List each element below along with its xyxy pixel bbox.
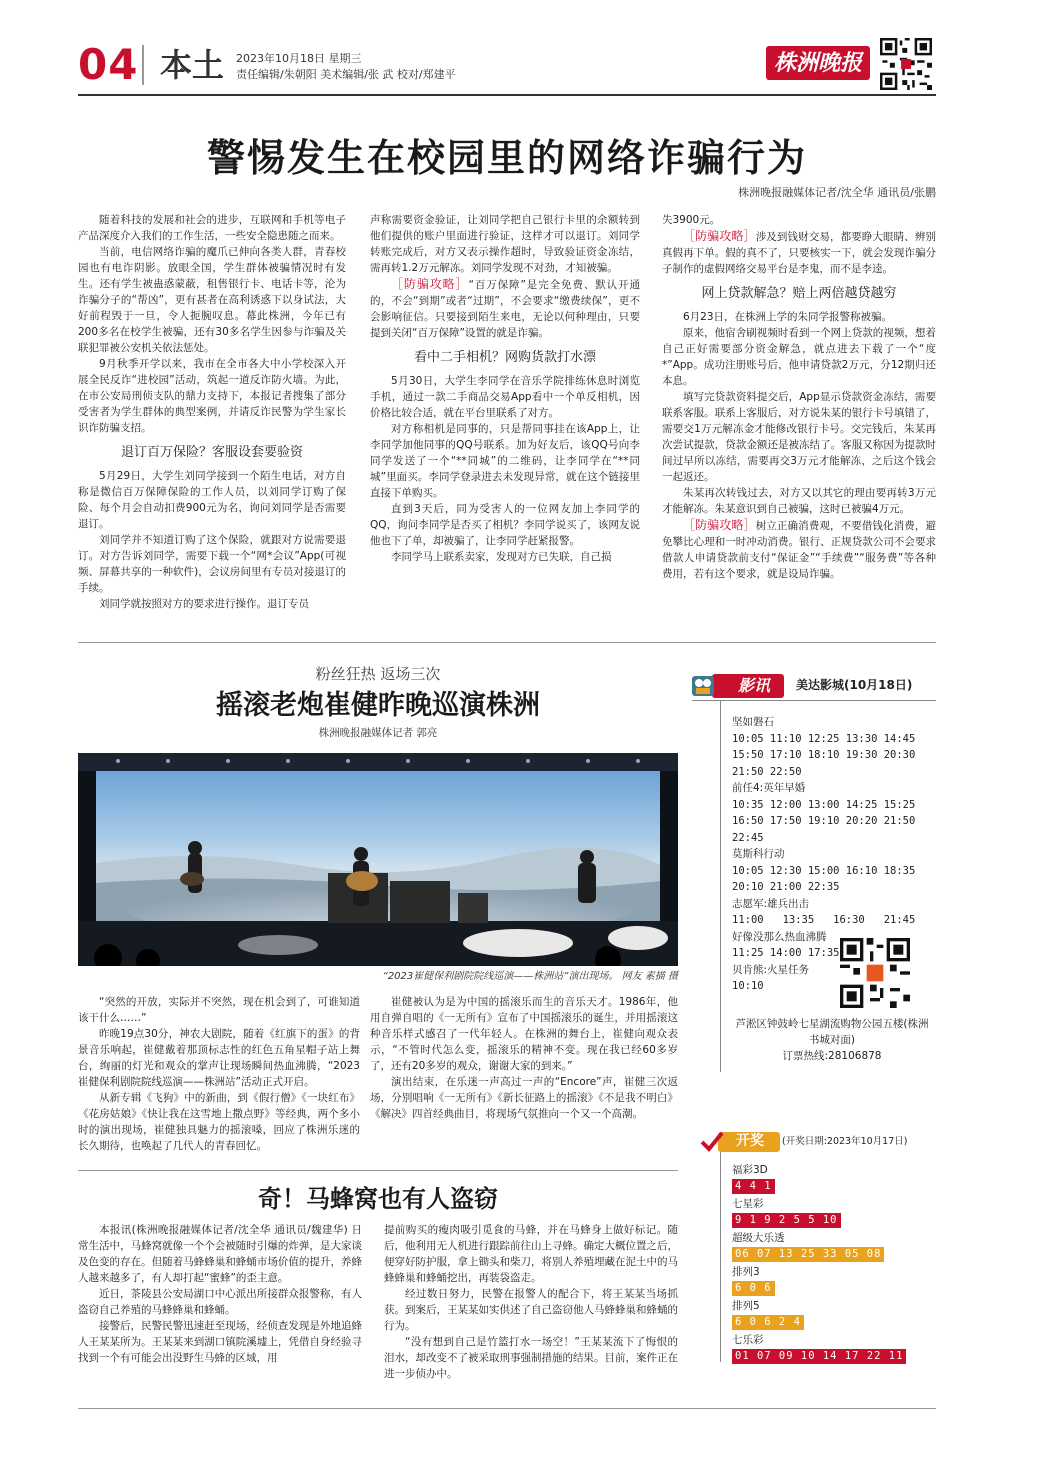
- paragraph: 声称需要资金验证，让刘同学把自己银行卡里的余额转到他们提供的账户里面进行验证，这样才可以退订。刘同学转账完成后，对方又表示操作超时，导致验证资金冻结，需再转1.2万元解冻。刘同学发现不对劲，才知被骗。: [370, 214, 640, 274]
- showtimes: 10:35 12:00 13:00 14:25 15:25: [732, 798, 916, 811]
- showtimes: 10:10: [732, 980, 764, 992]
- paragraph: 随着科技的发展和社会的进步，互联网和手机等电子产品深度介入我们的工作生活，一些安全隐患随之而来。: [78, 214, 346, 242]
- lottery-numbers: 06 07 13 25 33 05 08: [732, 1247, 884, 1262]
- paragraph: 刘同学并不知道订购了这个保险，就跟对方说需要退订。对方告诉刘同学，需要下载一个“网*会议”App(可视频、屏幕共享的一种软件)，会议房间里有专员对接退订的手续。: [78, 534, 346, 594]
- bee-column-1: [78, 1222, 362, 1366]
- section-name: 本土: [160, 46, 225, 84]
- concert-headline: 摇滚老炮崔健昨晚巡演株洲: [216, 690, 540, 721]
- paragraph: 失3900元。: [662, 214, 721, 226]
- masthead-logo: 株洲晚报: [766, 46, 870, 80]
- paragraph: 昨晚19点30分，神农大剧院，随着《红旗下的蛋》的背景音乐响起，崔健戴着那顶标志性的红色五角星帽子站上舞台，绚丽的灯光和观众的掌声让现场瞬间热血沸腾，“2023崔健保利剧院院线巡演——株洲站”活动正式开启。: [78, 1028, 360, 1088]
- lottery-numbers: 01 07 09 10 14 17 22 11: [732, 1349, 906, 1364]
- subheading-camera: 看中二手相机？网购货款打水漂: [413, 350, 596, 365]
- section-divider: [78, 642, 936, 643]
- address-text: 芦淞区钟鼓岭七星湖流购物公园五楼(株洲书城对面): [735, 1018, 929, 1046]
- paragraph: 李同学马上联系卖家，发现对方已失联，自己损: [391, 551, 612, 563]
- movie-vline: [720, 700, 721, 1072]
- movie-title: 好像没那么热血沸腾: [732, 930, 827, 943]
- main-article-column-1: [78, 212, 346, 612]
- showtimes: 15:50 17:10 18:10 19:30 20:30: [732, 749, 916, 761]
- movie-title: 莫斯科行动: [732, 848, 785, 860]
- tip-paragraph: [370, 276, 640, 341]
- lottery-name: 超级大乐透: [732, 1232, 785, 1244]
- movie-title: 坚如磐石: [732, 716, 774, 728]
- issue-date: 2023年10月18日 星期三: [236, 52, 362, 65]
- lottery-badge-label: 开奖: [736, 1133, 764, 1149]
- editors-line: 责任编辑/朱朝阳 美术编辑/张 武 校对/郑建平: [236, 68, 456, 81]
- paragraph: “突然的开放，实际并不突然，现在机会到了，可谁知道该干什么……”: [78, 996, 360, 1024]
- lottery-vline: [720, 1152, 721, 1362]
- lottery-name: 七乐彩: [732, 1334, 764, 1346]
- paragraph: 提前购买的瘦肉吸引觅食的马蜂，并在马蜂身上做好标记。随后，他利用无人机进行跟踪前往山上寻蜂。确定大概位置之后，便穿好防护服，拿上锄头和柴刀，将别人养殖埋藏在泥土中的马蜂蜂巢和蜂蛹挖出，再装袋盗走。: [384, 1224, 678, 1284]
- section-divider: [78, 1170, 678, 1171]
- cinema-name: 美达影城(10月18日): [796, 678, 913, 692]
- tip-paragraph: [662, 228, 936, 277]
- tip-text: 涉及到钱财交易，都要睁大眼睛、辨别真假再下单。假的真不了，只要核实一下，就会发现诈骗分子制作的虚假网络交易平台是李鬼，而不是李逵。: [662, 231, 936, 275]
- movie-item: [732, 714, 932, 780]
- movie-badge-label: 影讯: [737, 676, 770, 695]
- movie-title: 前任4:英年早婚: [732, 782, 806, 794]
- subheading-loan: 网上贷款解急？赔上两倍越贷越穷: [701, 286, 897, 301]
- paragraph: 崔健被认为是为中国的摇滚乐而生的音乐天才。1986年，他用自弹自唱的《一无所有》宣布了中国摇滚乐的诞生，并用摇滚这种音乐样式感召了一代年轻人。在株洲的舞台上，崔健向观众表示，“不管时代怎么变，摇滚乐的精神不变。现在我已经60多岁了，还有20多岁的观众，谢谢大家的到来。”: [370, 996, 678, 1072]
- tip-label: ［防骗攻略］: [391, 277, 469, 291]
- header-divider: [142, 45, 144, 85]
- main-article-column-2: [370, 212, 640, 565]
- paragraph: 从新专辑《飞狗》中的新曲，到《假行僧》《一块红布》《花房姑娘》《快让我在这雪地上撒点野》等经典，两个多小时的演出现场，崔健独具魅力的摇滚嗓，回应了株洲乐迷的长久期待，也唤起了几代人的青春回忆。: [78, 1092, 360, 1152]
- paragraph: 朱某再次转钱过去，对方又以其它的理由要再转3万元才能解冻。朱某意识到自己被骗，这时已被骗4万元。: [662, 487, 936, 515]
- paragraph: 填写完贷款资料提交后，App显示贷款资金冻结，需要联系客服。联系上客服后，对方说朱某的银行卡号填错了，需要交1万元解冻金才能修改银行卡号。交完钱后，朱某再次尝试提款，贷款金额还是被冻结了。客服又称因为提款时间过早所以冻结，需要再交3万元才能解冻，之后这个钱会一起返还。: [662, 391, 936, 483]
- paragraph: 原来，他宿舍刷视频时看到一个网上贷款的视频，想着自己正好需要部分资金解急，就点进去下载了一个“度*”App。成功注册账号后，他申请贷款2万元，分12期归还本息。: [662, 327, 936, 387]
- paragraph: 9月秋季开学以来，我市在全市各大中小学校深入开展全民反诈“进校园”活动，筑起一道反诈防火墙。为此，在市公安局刑侦支队的鼎力支持下，本报记者搜集了部分受害者为学生群体的典型案例，并请反诈民警为学生家长识诈防骗支招。: [78, 358, 346, 434]
- lottery-numbers: 9 1 9 2 5 5 10: [732, 1213, 841, 1228]
- paragraph: 5月30日，大学生李同学在音乐学院排练休息时浏览手机，通过一款二手商品交易App看中一个单反相机，因价格比较合适，就在平台里联系了对方。: [370, 375, 640, 419]
- page-number: 04: [78, 40, 139, 89]
- tip-text: 树立正确消费观，不要借钱化消费，避免攀比心理和一时冲动消费。银行、正规贷款公司不会要求借款人申请贷款前支付“保证金”“手续费”“服务费”等各种费用，若有这个要求，就是设局诈骗。: [662, 520, 936, 580]
- paragraph: 本报讯(株洲晚报融媒体记者/沈全华 通讯员/魏建华) 日常生活中，马蜂窝就像一个个会被随时引爆的炸弹，是大家谈及色变的存在。但随着马蜂蜂巢和蜂蛹市场价值的提升，养蜂人越来越多了，有人却打起“蜜蜂”的歪主意。: [78, 1224, 362, 1284]
- showtimes: 11:25 14:00 17:35: [732, 947, 840, 959]
- paragraph: 刘同学就按照对方的要求进行操作。退订专员: [99, 598, 309, 610]
- tip-paragraph: [662, 517, 936, 582]
- showtimes: 21:50 22:50: [732, 765, 802, 778]
- main-byline: 株洲晚报融媒体记者/沈全华 通讯员/张鹏: [738, 186, 936, 199]
- showtimes: 20:10 21:00 22:35: [732, 881, 840, 893]
- movie-item: [732, 846, 932, 896]
- lottery-numbers: 6 0 6 2 4: [732, 1315, 804, 1330]
- qr-code-icon: [840, 938, 910, 1008]
- showtimes: 11:00 13:35 16:30 21:45: [732, 914, 916, 926]
- footer-rule: [78, 1408, 936, 1409]
- booking-phone: 订票热线:28106878: [782, 1050, 882, 1062]
- bee-column-2: [384, 1222, 678, 1382]
- showtimes: 10:05 12:30 15:00 16:10 18:35: [732, 864, 916, 877]
- paragraph: 演出结束，在乐迷一声高过一声的“Encore”声，崔健三次返场，分别唱响《一无所有》《新长征路上的摇滚》《不是我不明白》《解决》四首经典曲目，将现场气氛推向一个又一个高潮。: [370, 1076, 678, 1120]
- main-article-column-3: [662, 212, 936, 582]
- lottery-numbers: 4 4 1: [732, 1179, 775, 1194]
- main-headline: 警惕发生在校园里的网络诈骗行为: [206, 136, 807, 180]
- photo-caption: “2023崔健保利剧院院线巡演——株洲站”演出现场。 网友 素描 摄: [382, 971, 678, 982]
- paragraph: 当前，电信网络诈骗的魔爪已伸向各类人群，青春校园也有电诈阴影。放眼全国，学生群体被骗情况时有发生。还有学生被蛊惑蒙蔽，租售银行卡、电话卡等，沦为诈骗分子的“帮凶”，更有甚者在高利诱惑下以身试法，大好前程毁于一旦，令人扼腕叹息。幕此株洲，今年已有200多名在校学生被骗，还有30多名学生因参与诈骗及关联犯罪被公安机关依法惩处。: [78, 246, 346, 354]
- movie-title: 贝肯熊:火星任务: [732, 963, 810, 976]
- paragraph: 接警后，民警民警迅速赶至现场，经侦查发现是外地追蜂人王某某所为。王某某来到湖口镇院溪墟上，凭借自身经验寻找到一个有可能会出没野生马蜂的区域，用: [78, 1320, 362, 1364]
- showtimes: 16:50 17:50 19:10 20:20 21:50: [732, 815, 916, 827]
- paragraph: 6月23日，在株洲上学的朱同学报警称被骗。: [683, 311, 893, 323]
- paragraph: 对方称相机是同事的，只是帮同事挂在该App上，让李同学加他同事的QQ号联系。加为好友后，该QQ号向李同学发送了一个“**同城”的二维码，让李同学在“**同城”里面买。李同学登录进去未发现异常，就在这个链接里直接下单购买。: [370, 423, 640, 499]
- lottery-name: 排列3: [732, 1266, 760, 1278]
- concert-kicker: 粉丝狂热 返场三次: [315, 665, 441, 683]
- paragraph: 5月29日，大学生刘同学接到一个陌生电话，对方自称是微信百万保障保险的工作人员，以刘同学订购了保险、每个月会自动扣费900元为名，询问刘同学是否需要退订。: [78, 470, 346, 530]
- movie-rule: [692, 700, 936, 701]
- tip-label: ［防骗攻略］: [683, 229, 756, 243]
- movie-item: [732, 896, 932, 929]
- subheading-insurance: 退订百万保险？客服设套要验资: [120, 445, 303, 460]
- movie-item: [732, 780, 932, 846]
- paragraph: “没有想到自己是竹篮打水一场空！”王某某流下了悔恨的泪水，却改变不了被采取刑事强制措施的结果。目前，案件正在进一步侦办中。: [384, 1336, 678, 1380]
- lottery-date: (开奖日期:2023年10月17日): [782, 1136, 908, 1147]
- showtimes: 22:45: [732, 831, 764, 844]
- lottery-name: 福彩3D: [732, 1164, 768, 1176]
- lottery-name: 排列5: [732, 1300, 760, 1312]
- tip-label: ［防骗攻略］: [683, 518, 756, 532]
- paragraph: 近日，茶陵县公安局湖口中心派出所接群众报警称，有人盗窃自己养殖的马蜂蜂巢和蜂蛹。: [78, 1288, 362, 1316]
- lottery-name: 七星彩: [732, 1198, 764, 1210]
- concert-byline: 株洲晚报融媒体记者 郭亮: [318, 727, 438, 739]
- paragraph: 经过数日努力，民警在报警人的配合下，将王某某当场抓获。到案后，王某某如实供述了自己盗窃他人马蜂蜂巢和蜂蛹的行为。: [384, 1288, 678, 1332]
- showtimes: 10:05 11:10 12:25 13:30 14:45: [732, 732, 916, 745]
- lottery-numbers: 6 0 6: [732, 1281, 775, 1296]
- lottery-results: [732, 1162, 932, 1366]
- cinema-address: [732, 1016, 932, 1064]
- movie-title: 志愿军:雄兵出击: [732, 897, 810, 910]
- concert-column-1: [78, 994, 360, 1154]
- bee-headline: 奇！马蜂窝也有人盗窃: [258, 1184, 498, 1213]
- concert-photo: [78, 753, 678, 966]
- tip-text: “百万保障”是完全免费、默认开通的，不会“到期”或者“过期”，不会要求“缴费续保”，更不会影响征信。只要接到陌生来电，无论以何种理由，只要提到关闭“百万保障”设置的就是诈骗。: [370, 279, 640, 339]
- concert-column-2: [370, 994, 678, 1122]
- header-rule: [78, 94, 936, 96]
- paragraph: 直到3天后，同为受害人的一位网友加上李同学的QQ，询问李同学是否买了相机？李同学说买了，该网友说他也下了单，却被骗了，让李同学赶紧报警。: [370, 503, 640, 547]
- qr-code-icon: [880, 38, 932, 90]
